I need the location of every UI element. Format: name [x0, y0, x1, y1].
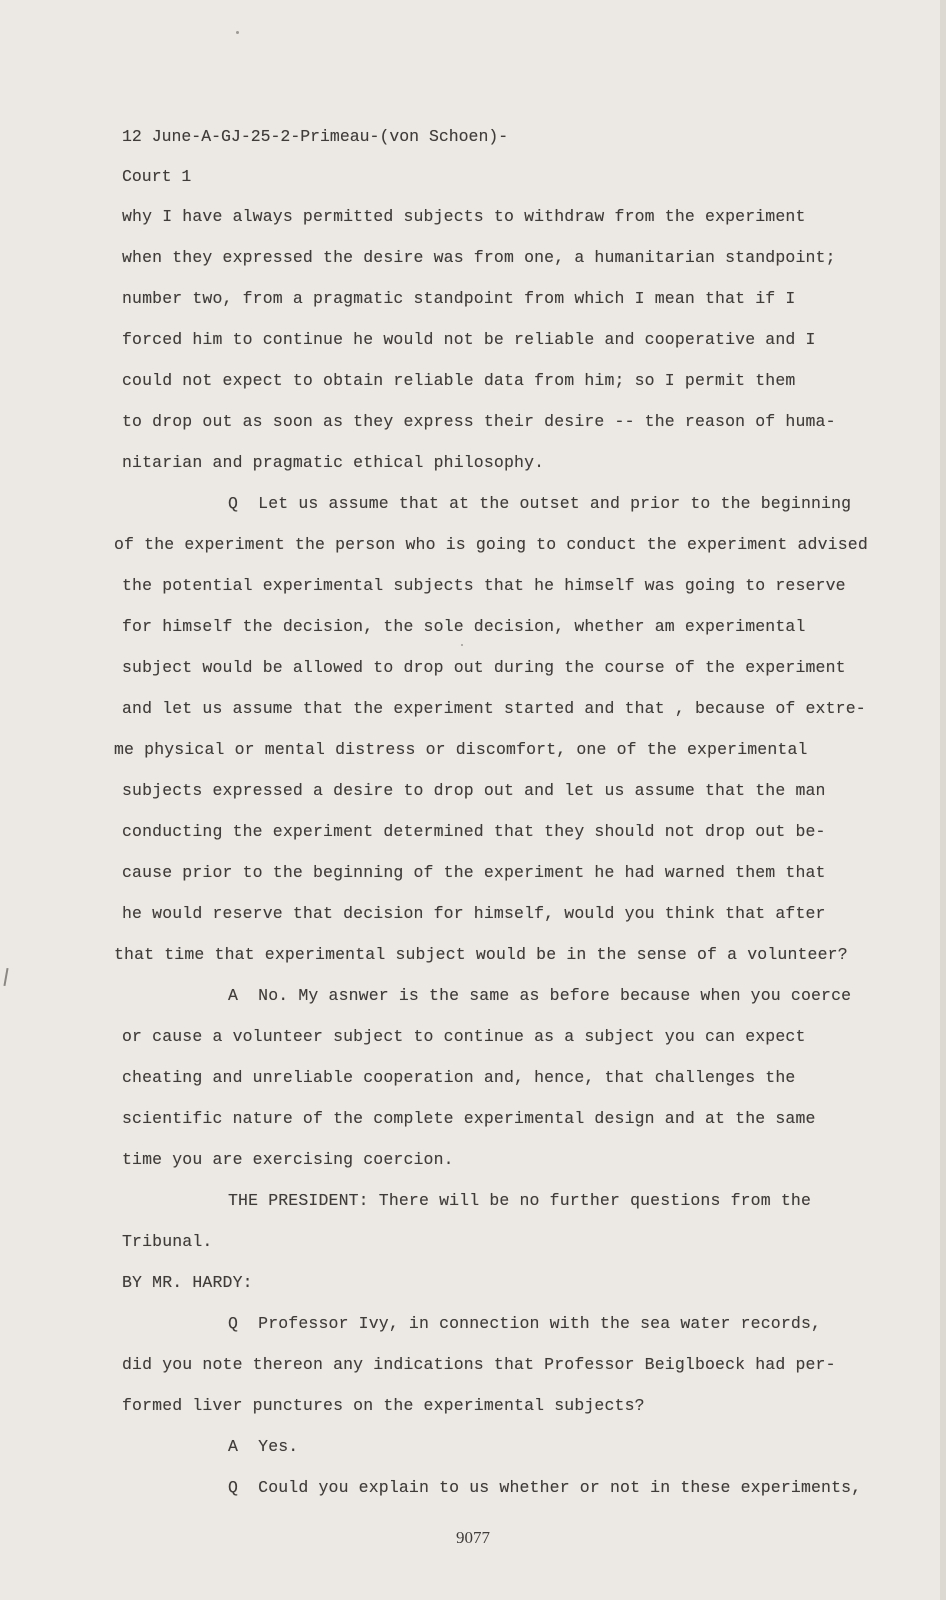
page-number: 9077: [456, 1528, 490, 1547]
text-line: subjects expressed a desire to drop out and let us assume that the man: [122, 781, 826, 800]
text-line: when they expressed the desire was from one, a humanitarian standpoint;: [122, 248, 836, 267]
text-line: scientific nature of the complete experimental design and at the same: [122, 1109, 816, 1128]
text-line: subject would be allowed to drop out during the course of the experiment: [122, 658, 846, 677]
text-line: A Yes.: [228, 1437, 299, 1456]
text-line: Tribunal.: [122, 1232, 213, 1251]
text-line: for himself the decision, the sole decision, whether am experimental: [122, 617, 806, 636]
text-line: Q Professor Ivy, in connection with the sea water records,: [228, 1314, 822, 1333]
text-line: time you are exercising coercion.: [122, 1150, 454, 1169]
text-line: Q Let us assume that at the outset and prior to the beginning: [228, 494, 852, 513]
text-line: why I have always permitted subjects to withdraw from the experiment: [122, 207, 806, 226]
text-line: cheating and unreliable cooperation and, hence, that challenges the: [122, 1068, 796, 1087]
text-line: to drop out as soon as they express their desire -- the reason of huma-: [122, 412, 836, 431]
speaker-label: BY MR. HARDY:: [122, 1273, 253, 1292]
text-line: the potential experimental subjects that he himself was going to reserve: [122, 576, 846, 595]
text-line: of the experiment the person who is going to conduct the experiment advised: [114, 535, 868, 554]
text-line: and let us assume that the experiment started and that , because of extre-: [122, 699, 866, 718]
document-header: 12 June-A-GJ-25-2-Primeau-(von Schoen)-: [122, 127, 509, 146]
text-line: conducting the experiment determined that they should not drop out be-: [122, 822, 826, 841]
text-line: he would reserve that decision for himself, would you think that after: [122, 904, 826, 923]
text-line: cause prior to the beginning of the experiment he had warned them that: [122, 863, 826, 882]
court-label: Court 1: [122, 167, 192, 186]
text-line: did you note thereon any indications that Professor Beiglboeck had per-: [122, 1355, 836, 1374]
text-line: A No. My asnwer is the same as before because when you coerce: [228, 986, 852, 1005]
paper-speck: [461, 644, 463, 646]
text-line: THE PRESIDENT: There will be no further questions from the: [228, 1191, 811, 1210]
text-line: that time that experimental subject would be in the sense of a volunteer?: [114, 945, 848, 964]
text-line: nitarian and pragmatic ethical philosophy.: [122, 453, 545, 472]
text-line: number two, from a pragmatic standpoint from which I mean that if I: [122, 289, 796, 308]
paper-speck: [236, 31, 239, 34]
text-line: could not expect to obtain reliable data from him; so I permit them: [122, 371, 796, 390]
text-line: me physical or mental distress or discomfort, one of the experimental: [114, 740, 808, 759]
text-line: Q Could you explain to us whether or not in these experiments,: [228, 1478, 862, 1497]
text-line: forced him to continue he would not be reliable and cooperative and I: [122, 330, 816, 349]
text-line: formed liver punctures on the experimental subjects?: [122, 1396, 645, 1415]
text-line: or cause a volunteer subject to continue as a subject you can expect: [122, 1027, 806, 1046]
